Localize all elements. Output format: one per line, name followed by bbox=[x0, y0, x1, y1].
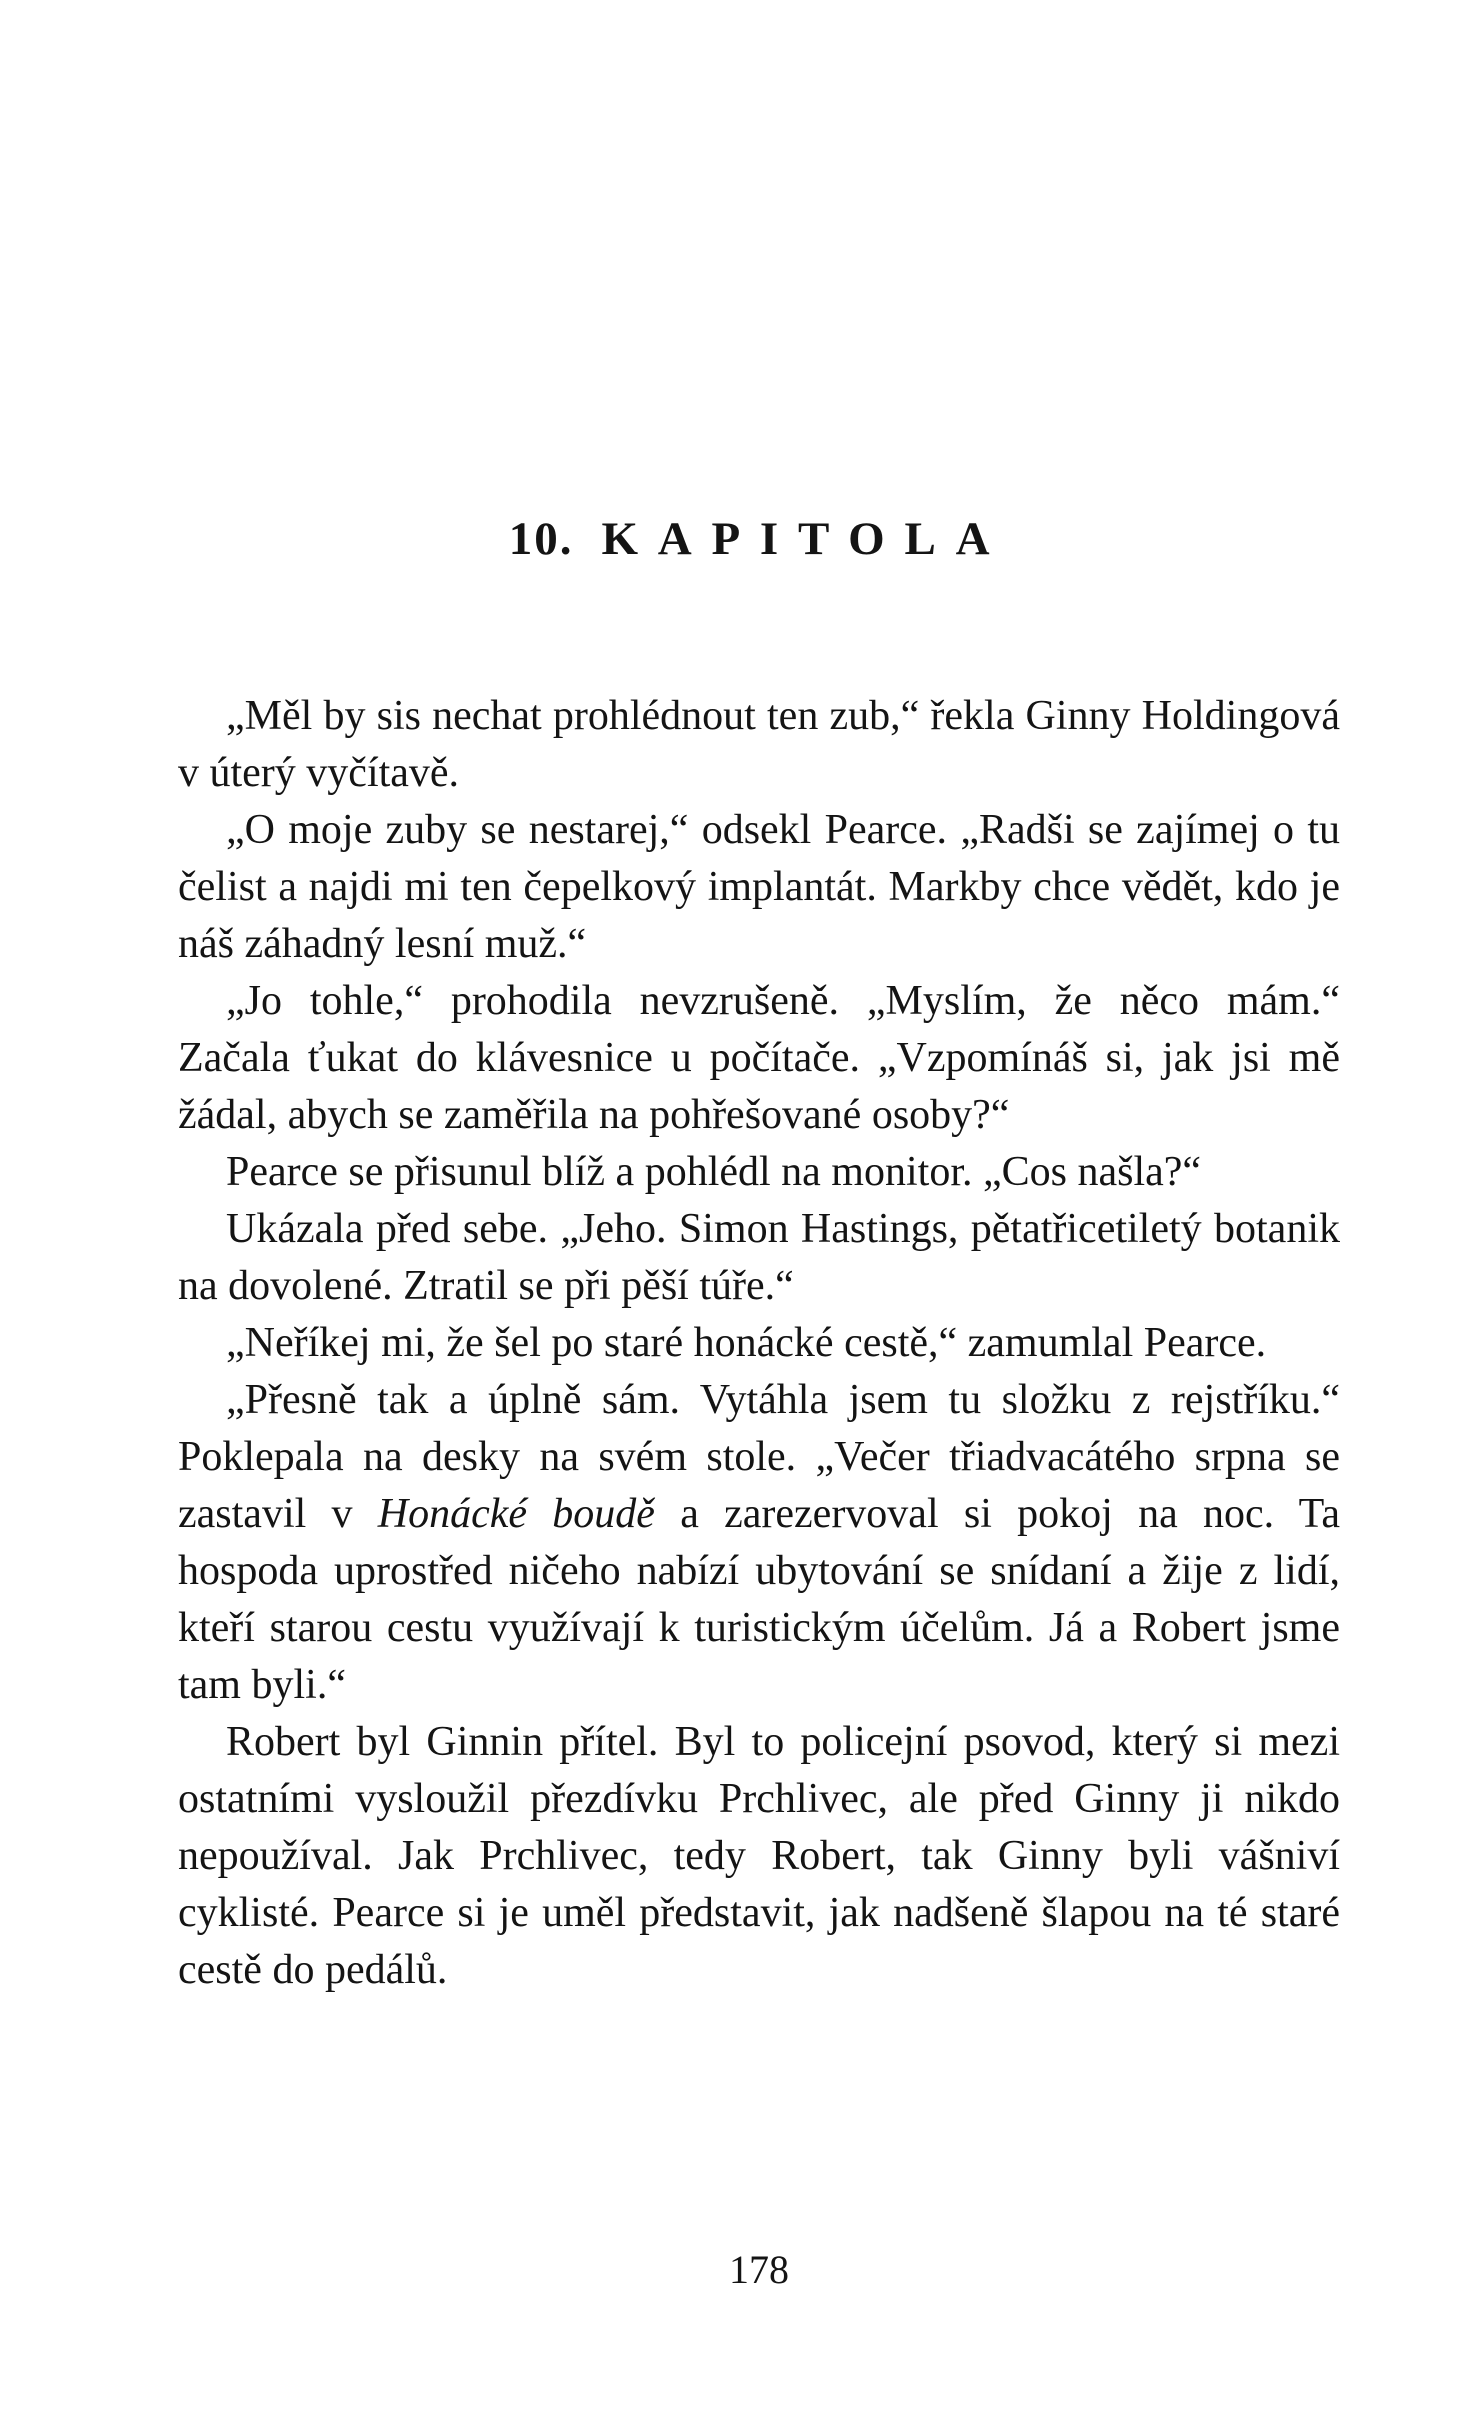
text-run: Robert byl Ginnin přítel. Byl to policejní psovod, který si mezi ostatními vysloužil přezdívku Prchlivec, ale před Ginny ji nikdo nepoužíval. Jak Prchlivec, tedy Robert, tak Ginny byli vášniví cyklisté. Pearce si je uměl představit, jak nadšeně šlapou na té staré cestě do pedálů. bbox=[178, 1719, 1340, 1993]
italic-run: Honácké boudě bbox=[377, 1491, 655, 1537]
chapter-word: KAPITOLA bbox=[601, 513, 1010, 565]
text-run: „Jo tohle,“ prohodila nevzrušeně. „Myslím, že něco mám.“ Začala ťukat do klávesnice u počítače. „Vzpomínáš si, jak jsi mě žádal, abych se zaměřila na pohřešované osoby?“ bbox=[178, 978, 1340, 1138]
chapter-number: 10. bbox=[508, 513, 574, 565]
text-run: „Neříkej mi, že šel po staré honácké cestě,“ zamumlal Pearce. bbox=[226, 1320, 1267, 1366]
page-number: 178 bbox=[729, 2247, 789, 2292]
paragraph bbox=[178, 1144, 1340, 1201]
paragraph bbox=[178, 973, 1340, 1144]
paragraph bbox=[178, 688, 1340, 802]
paragraph bbox=[178, 1372, 1340, 1714]
paragraph bbox=[178, 1315, 1340, 1372]
chapter-title bbox=[178, 512, 1340, 566]
text-block bbox=[178, 688, 1340, 1999]
text-run: Ukázala před sebe. „Jeho. Simon Hastings, pětatřicetiletý botanik na dovolené. Ztratil se při pěší túře.“ bbox=[178, 1206, 1340, 1309]
text-run: „O moje zuby se nestarej,“ odsekl Pearce. „Radši se zajímej o tu čelist a najdi mi ten čepelkový implantát. Markby chce vědět, kdo je náš záhadný lesní muž.“ bbox=[178, 807, 1340, 967]
text-run: „Přesně tak a úplně sám. Vytáhla jsem tu složku z rejstříku.“ Poklepala na desky na svém stole. „Večer třiadvacátého srpna se zastavil v bbox=[178, 1377, 1340, 1537]
paragraph bbox=[178, 1714, 1340, 1999]
paragraph bbox=[178, 802, 1340, 973]
text-run: „Měl by sis nechat prohlédnout ten zub,“ řekla Ginny Holdingová v úterý vyčítavě. bbox=[178, 693, 1340, 796]
text-run: Pearce se přisunul blíž a pohlédl na monitor. „Cos našla?“ bbox=[226, 1149, 1202, 1195]
paragraph bbox=[178, 1201, 1340, 1315]
text-run: a zarezervoval si pokoj na noc. Ta hospoda uprostřed ničeho nabízí ubytování se snídaní a žije z lidí, kteří starou cestu využívají k turistickým účelům. Já a Robert jsme tam byli.“ bbox=[178, 1491, 1340, 1708]
